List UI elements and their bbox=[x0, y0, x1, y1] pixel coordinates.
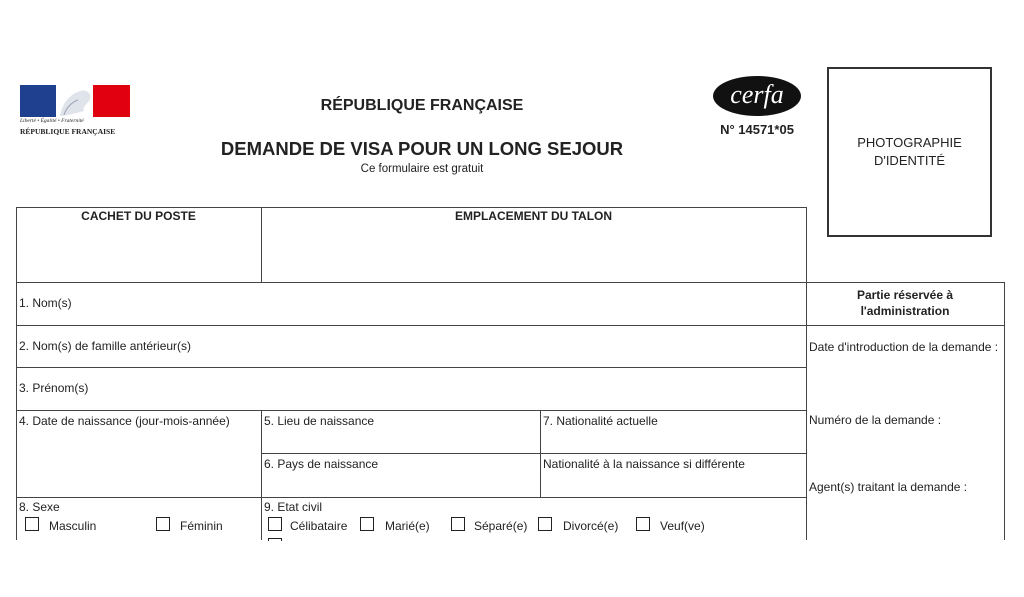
photo-box-line1: PHOTOGRAPHIE bbox=[857, 135, 962, 150]
field-sexe: 8. Sexe bbox=[19, 500, 60, 514]
sexe-masculin-label: Masculin bbox=[49, 519, 97, 533]
grid-line bbox=[16, 367, 806, 368]
cerfa-logo-text: cerfa bbox=[730, 80, 784, 109]
field-pays-naissance[interactable]: 6. Pays de naissance bbox=[264, 457, 379, 471]
etat-separe-checkbox[interactable] bbox=[451, 517, 465, 531]
admin-title-line1: Partie réservée à bbox=[856, 288, 954, 302]
etat-divorce-label: Divorcé(e) bbox=[563, 519, 619, 533]
grid-line bbox=[806, 207, 807, 540]
talon-label: EMPLACEMENT DU TALON bbox=[454, 209, 613, 223]
field-etat-civil: 9. Etat civil bbox=[264, 500, 323, 514]
grid-line bbox=[261, 410, 262, 540]
field-nationalite-naissance[interactable]: Nationalité à la naissance si différente bbox=[543, 457, 745, 471]
grid-line bbox=[16, 497, 806, 498]
grid-line bbox=[261, 453, 806, 454]
form-title: DEMANDE DE VISA POUR UN LONG SEJOUR bbox=[220, 138, 624, 159]
admin-numero: Numéro de la demande : bbox=[809, 413, 942, 427]
etat-divorce-checkbox[interactable] bbox=[538, 517, 552, 531]
etat-marie-label: Marié(e) bbox=[385, 519, 430, 533]
grid-line bbox=[806, 325, 1005, 326]
grid-line bbox=[16, 207, 17, 540]
logo-motto: Liberté • Égalité • Fraternité bbox=[20, 118, 84, 124]
grid-line bbox=[16, 410, 806, 411]
etat-celibataire-label: Célibataire bbox=[290, 519, 348, 533]
admin-agents: Agent(s) traitant la demande : bbox=[809, 480, 968, 494]
marianne-logo bbox=[20, 85, 130, 140]
field-nom[interactable]: 1. Nom(s) bbox=[19, 296, 72, 310]
form-subtitle: Ce formulaire est gratuit bbox=[360, 163, 484, 175]
grid-line bbox=[540, 410, 541, 497]
sexe-masculin-checkbox[interactable] bbox=[25, 517, 39, 531]
admin-date-intro: Date d'introduction de la demande : bbox=[809, 340, 999, 354]
logo-name: RÉPUBLIQUE FRANÇAISE bbox=[20, 127, 116, 136]
field-nom-famille[interactable]: 2. Nom(s) de famille antérieur(s) bbox=[19, 339, 192, 353]
grid-line bbox=[1004, 282, 1005, 540]
cachet-label: CACHET DU POSTE bbox=[81, 209, 196, 223]
field-nationalite[interactable]: 7. Nationalité actuelle bbox=[543, 414, 658, 428]
etat-veuf-label: Veuf(ve) bbox=[660, 519, 705, 533]
sexe-feminin-checkbox[interactable] bbox=[156, 517, 170, 531]
grid-line bbox=[16, 325, 806, 326]
sexe-feminin-label: Féminin bbox=[180, 519, 223, 533]
photo-box-line2: D'IDENTITÉ bbox=[873, 153, 946, 168]
photo-box bbox=[827, 67, 992, 237]
etat-marie-checkbox[interactable] bbox=[360, 517, 374, 531]
etat-celibataire-checkbox[interactable] bbox=[268, 517, 282, 531]
admin-title-line2: l'administration bbox=[860, 304, 950, 318]
republic-heading: RÉPUBLIQUE FRANÇAISE bbox=[320, 97, 524, 114]
field-lieu-naissance[interactable]: 5. Lieu de naissance bbox=[264, 414, 375, 428]
field-date-naissance[interactable]: 4. Date de naissance (jour-mois-année) bbox=[19, 414, 230, 428]
grid-line bbox=[16, 282, 1005, 283]
cerfa-number: N° 14571*05 bbox=[720, 122, 794, 137]
etat-veuf-checkbox[interactable] bbox=[636, 517, 650, 531]
grid-line bbox=[16, 207, 806, 208]
marianne-flag-icon bbox=[20, 85, 130, 117]
field-prenom[interactable]: 3. Prénom(s) bbox=[19, 381, 89, 395]
bottom-blank bbox=[0, 541, 1024, 597]
etat-separe-label: Séparé(e) bbox=[474, 519, 528, 533]
